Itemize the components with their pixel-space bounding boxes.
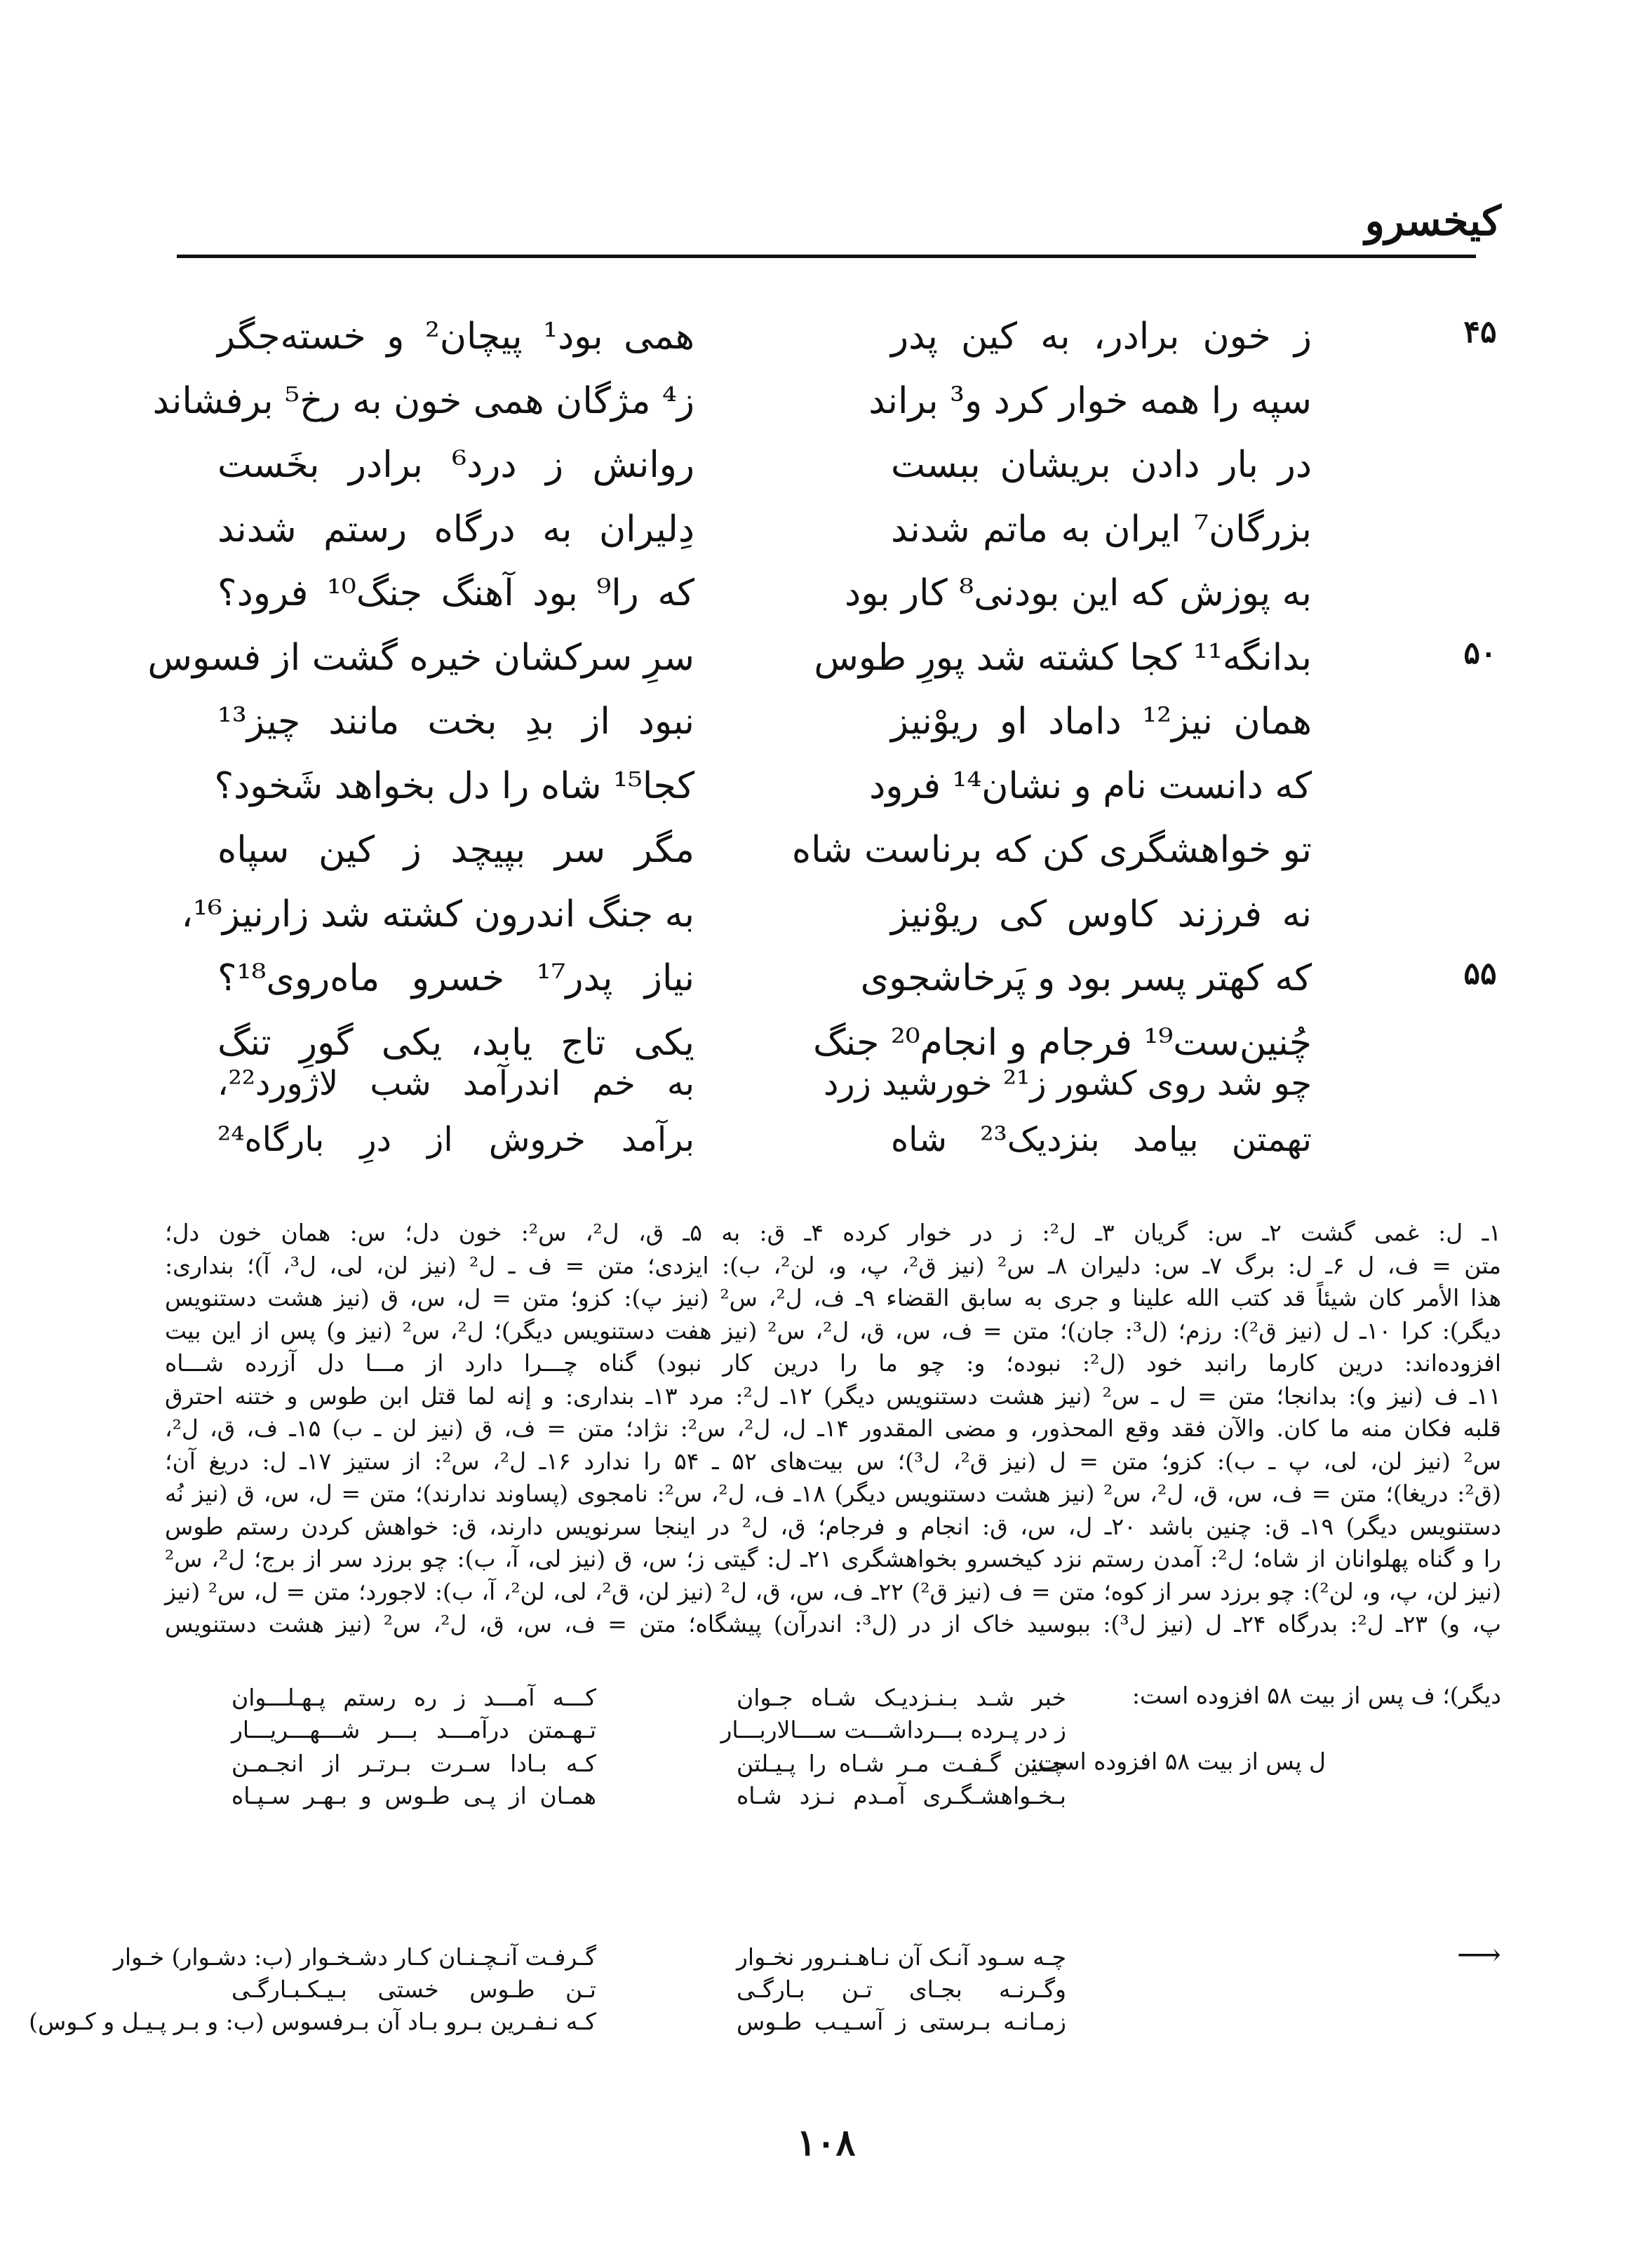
arrow-right-icon: ⟶ <box>1456 1937 1501 1973</box>
second-hemistich: کجا¹⁵ شاه را دل بخواهد شَخود؟ <box>214 764 694 807</box>
first-hemistich: تو خواهشگری کن که برناست شاه <box>791 829 1312 871</box>
page-number: ۱۰۸ <box>796 2121 856 2164</box>
couplet <box>175 437 1508 501</box>
verse-block-new-section <box>175 1059 1508 1171</box>
added-first-hemistich: چـه سـود آنـک آن نـاهـنـرور نخـوار <box>737 1943 1066 1971</box>
couplet <box>175 1115 1508 1171</box>
footnote-line: (نیز لن، پ، و، لن²): چو برزد سر از کوه؛ متن = ف (نیز ق²) ۲۲ـ ف، س، ق، ل² (نیز لن، ق²، لی، لن²، آ، ب): لاجورد؛ متن = ل، س² (نیز <box>165 1577 1501 1605</box>
footnotes <box>165 1217 1501 1641</box>
second-hemistich: برآمد خروش از درِ بارگاه²⁴ <box>217 1120 694 1159</box>
footnote-line: را و گناه پهلوانان از شاه؛ ل²: آمدن رستم نزد کیخسرو بخواهشگری ۲۱ـ ل: گیتی ز؛ س، ق (نیز لی، آ، ب): چو برزد سر از برج؛ ل²، س² <box>165 1545 1501 1572</box>
footnote-line: هذا الأمر کان شیئاً قد کتب الله علینا و جری به سابق القضاء ۹ـ ف، ل²، س² (نیز پ): کزو؛ متن = ل، س، ق (نیز هشت دستنویس <box>165 1284 1501 1311</box>
addition-label: ل پس از بیت ۵۸ افزوده است: <box>1030 1748 1326 1775</box>
second-hemistich: سرِ سرکشان خیره گشت از فسوس <box>147 636 694 679</box>
added-second-hemistich: تـن طـوس خستی بـیـکـبـارگـی <box>231 1976 596 2003</box>
couplet <box>175 565 1508 630</box>
first-hemistich: که کهتر پسر بود و پَرخاشجوی <box>860 957 1312 999</box>
second-hemistich: همی بود¹ پیچان² و خسته‌جگر <box>217 316 694 358</box>
footnote-line: ۱ـ ل: غمی گشت ۲ـ س: گریان ۳ـ ل²: ز در خوار کرده ۴ـ ق: به ۵ـ ق، ل²، س²: خون دل؛ س: همان خون دل؛ <box>165 1219 1501 1246</box>
couplet <box>175 822 1508 886</box>
footnote-line: متن = ف، ل ۶ـ ل: برگ ۷ـ س: دلیران ۸ـ س² (نیز ق²، پ، و، لن²، ب): ایزدی؛ متن = ف ـ ل² (نیز لن، لی، ل³، آ)؛ بنداری: <box>165 1251 1501 1279</box>
footnote-line: دستنویس دیگر) ۱۹ـ ق: چنین باشد ۲۰ـ ل، س، ق: انجام و فرجام؛ ق، ل² در اینجا سرنویس دارند، ق: خواهش کردن رستم طوس <box>165 1512 1501 1540</box>
added-second-hemistich: کـه نـفـرین بـرو بـاد آن بـرفسوس (ب: و بـر پـیـل و کـوس) <box>29 2008 596 2035</box>
first-hemistich: همان نیز¹² داماد او ریوْنیز <box>891 701 1312 743</box>
couplet <box>175 1059 1508 1115</box>
verse-number: ۴۵ <box>1463 314 1497 350</box>
added-first-hemistich: بـخـواهشـگـری آمـدم نـزد شـاه <box>737 1782 1066 1809</box>
couplet <box>175 309 1508 373</box>
added-second-hemistich: تـهـمتن درآمـــد بـــر شـــهـــریـــار <box>231 1716 596 1743</box>
added-first-hemistich: ز در پـرده بـــرداشـــت ســـالاربـــار <box>720 1716 1066 1743</box>
verse-number: ۵۵ <box>1463 956 1497 992</box>
first-hemistich: به پوزش که این بودنی⁸ کار بود <box>845 572 1312 614</box>
couplet <box>152 373 1508 438</box>
addition-label: دیگر)؛ ف پس از بیت ۵۸ افزوده است: <box>1131 1682 1501 1709</box>
first-hemistich: که دانست نام و نشان¹⁴ فرود <box>869 764 1312 807</box>
first-hemistich: چُنین‌ست¹⁹ فرجام و انجام²⁰ جنگ <box>812 1021 1312 1064</box>
verse-block <box>147 309 1508 1079</box>
first-hemistich: سپه را همه خوار کرد و³ براند <box>868 379 1312 422</box>
first-hemistich: بزرگان⁷ ایران به ماتم شدند <box>891 508 1312 551</box>
first-hemistich: چو شد روی کشور ز²¹ خورشید زرد <box>824 1064 1312 1103</box>
couplet <box>175 886 1508 951</box>
footnote-line: افزوده‌اند: درین کارما رانبد خود (ل²: نبوده؛ و: چو ما را درین کار نبود) گناه چـــرا دارد از مـــا دل آزرده شـــاه <box>165 1349 1501 1377</box>
first-hemistich: نه فرزند کاوس کی ریوْنیز <box>891 893 1312 936</box>
couplet <box>175 758 1508 823</box>
second-hemistich: مگر سر بپیچد ز کین سپاه <box>217 829 694 871</box>
second-hemistich: ز⁴ مژگان همی خون به رخ⁵ برفشاند <box>152 379 694 422</box>
first-hemistich: تهمتن بیامد بنزدیک²³ شاه <box>891 1120 1312 1159</box>
second-hemistich: به جنگ اندرون کشته شد زارنیز¹⁶، <box>181 893 694 936</box>
footnote-line: س² (نیز لن، لی، پ ـ ب): کزو؛ متن = ل (نیز ق²، ل³)؛ س بیت‌های ۵۲ ـ ۵۴ را ندارد ۱۶ـ ل²، س²: از ستیز ۱۷ـ ل: دریغ آن؛ <box>165 1447 1501 1475</box>
running-title: کیخسرو <box>1364 197 1501 245</box>
added-second-hemistich: گـرفـت آنـچـنـان کـار دشـخـوار (ب: دشـوار) خـوار <box>113 1943 596 1971</box>
verse-number: ۵۰ <box>1463 635 1497 671</box>
couplet <box>147 630 1508 694</box>
footnote-line: قلبه فکان منه ما کان. والآن فقد وقع المحذور، و مضی المقدور ۱۴ـ ل، ل²، س²: نژاد؛ متن = ف، ق (نیز لن ـ ب) ۱۵ـ ف، ق، ل²، <box>165 1415 1501 1442</box>
first-hemistich: بدانگه¹¹ کجا کشته شد پورِ طوس <box>814 636 1312 679</box>
added-first-hemistich: چـنین گـفـت مـر شـاه را پـیـلتن <box>737 1750 1066 1777</box>
second-hemistich: یکی تاج یابد، یکی گورِ تنگ <box>217 1021 694 1064</box>
added-first-hemistich: زمـانـه بـرستی ز آسـیـب طـوس <box>737 2008 1066 2035</box>
second-hemistich: روانش ز درد⁶ برادر بخَست <box>217 444 694 486</box>
second-hemistich: دِلیران به درگاه رستم شدند <box>217 508 694 551</box>
second-hemistich: به خم اندرآمد شب لاژورد²²، <box>217 1064 694 1103</box>
added-second-hemistich: کـه بـادا سـرت بـرتـر از انجـمـن <box>231 1750 596 1777</box>
first-hemistich: در بار دادن بریشان ببست <box>891 444 1312 486</box>
header-rule <box>177 255 1476 258</box>
second-hemistich: نیاز پدر¹⁷ خسرو ماه‌روی¹⁸؟ <box>217 957 694 999</box>
couplet <box>175 694 1508 758</box>
added-first-hemistich: خبر شـد بـنـزدیـک شـاه جـوان <box>737 1684 1066 1711</box>
first-hemistich: ز خون برادر، به کین پدر <box>891 316 1312 358</box>
footnote-line: ۱۱ـ ف (نیز و): بدانجا؛ متن = ل ـ س² (نیز هشت دستنویس دیگر) ۱۲ـ ل²: مرد ۱۳ـ بنداری: و إنه لما قتل ابن طوس و ختنه احترق <box>165 1382 1501 1410</box>
second-hemistich: که را⁹ بود آهنگ جنگ¹⁰ فرود؟ <box>217 572 694 614</box>
footnote-line: (ق²: دریغا)؛ متن = ف، س، ق، ل²، س² (نیز هشت دستنویس دیگر) ۱۸ـ ف، ل²، س²: نامجوی (پساوند ندارند)؛ متن = ل، س، ق (نیز نُه <box>165 1480 1501 1507</box>
added-second-hemistich: همـان از پـی طـوس و بـهـر سـپـاه <box>231 1782 596 1809</box>
couplet <box>175 501 1508 566</box>
added-first-hemistich: وگـرنـه بجـای تـن بـارگـی <box>737 1976 1066 2003</box>
couplet <box>175 950 1508 1015</box>
second-hemistich: نبود از بدِ بخت مانند چیز¹³ <box>217 701 694 743</box>
footnote-line: دیگر): کرا ۱۰ـ ل (نیز ق²): رزم؛ (ل³: جان)؛ متن = ف، س، ق، ل²، س² (نیز هفت دستنویس دیگر)؛ ل²، س² (نیز و) پس از این بیت <box>165 1316 1501 1344</box>
footnote-line: پ، و) ۲۳ـ ل²: بدرگاه ۲۴ـ ل (نیز ل³): ببوسید خاک از در (ل³: اندرآن) پیشگاه؛ متن = ف، س، ق، ل²، س² (نیز هشت دستنویس <box>165 1610 1501 1638</box>
added-second-hemistich: کـــه آمـــد ز ره رستم پـهـلـــوان <box>231 1684 596 1711</box>
